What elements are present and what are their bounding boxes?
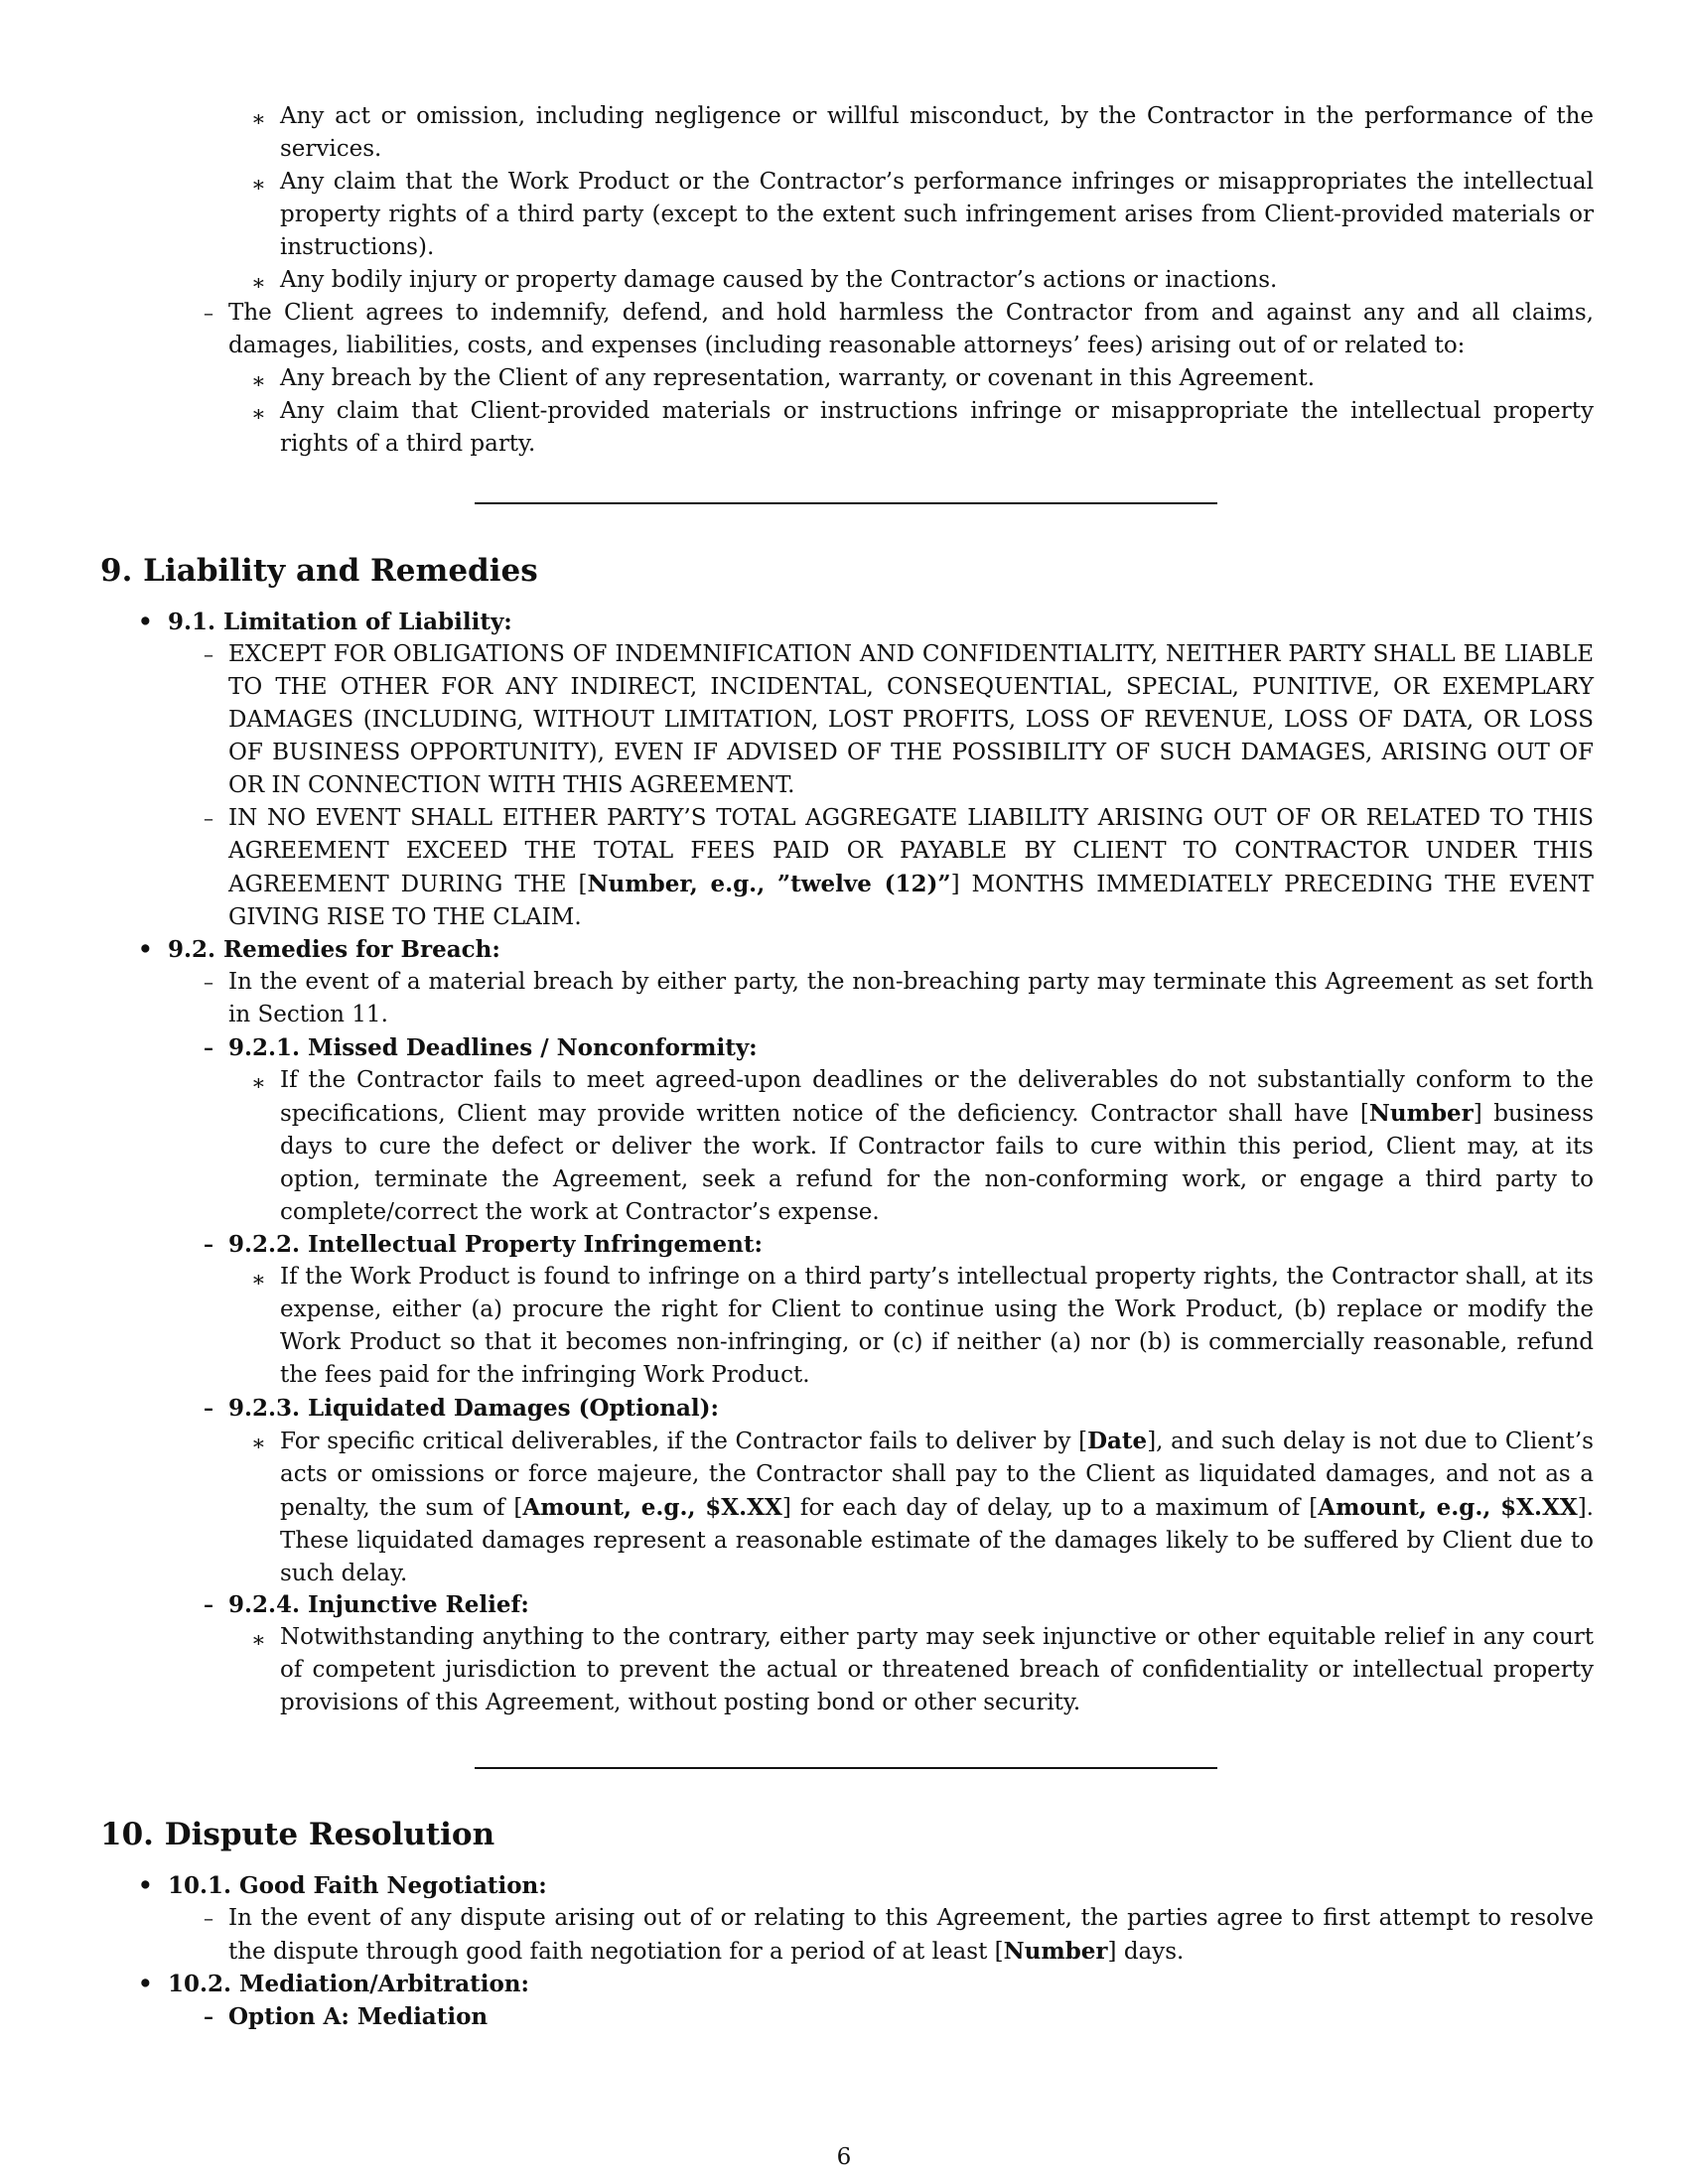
section-10-title: 10. Dispute Resolution bbox=[100, 1817, 495, 1852]
section-divider bbox=[475, 1767, 1217, 1769]
limitation-consequential-damages: – EXCEPT FOR OBLIGATIONS OF INDEMNIFICATION AND CONFIDENTIALITY, NEITHER PARTY SHALL BE LIABLE TO THE OTHER FOR ANY INDIRECT, INCIDENTAL, CONSEQUENTIAL, SPECIAL, PUNITIVE, OR EXEMPLARY DAMAGES (INCLUDING, WITHOUT LIMITATION, LOST PROFITS, LOSS OF REVENUE, LOSS OF DATA, OR LOSS OF BUSINESS OPPORTUNITY), EVEN IF ADVISED OF THE POSSIBILITY OF SUCH DAMAGES, ARISING OUT OF OR IN CONNECTION WITH THIS AGREEMENT. bbox=[204, 641, 1594, 798]
remedies-intro: – In the event of a material breach by either party, the non-breaching party may terminate this Agreement as set forth in Section 11. bbox=[204, 969, 1594, 1027]
page-number: 6 bbox=[836, 2144, 852, 2170]
liquidated-damages-text: ∗ For specific critical deliverables, if the Contractor fails to deliver by [Date], and such delay is not due to Client’s acts or omissions or force majeure, the Contractor shall pay to the Client as liquidated damages, and not as a penalty, the sum of [Amount, e.g., $X.XX] for each day of delay, up to a maximum of [Amount, e.g., $X.XX]. These liquidated damages represent a reasonable estimate of the damages likely to be suffered by Client due to such delay. bbox=[251, 1428, 1594, 1586]
section-9-title: 9. Liability and Remedies bbox=[100, 553, 538, 589]
client-indemnity-item-2: ∗ Any claim that Client-provided materials or instructions infringe or misappropriate the intellectual property rights of a third party. bbox=[251, 398, 1594, 457]
injunctive-relief-text: ∗ Notwithstanding anything to the contrary, either party may seek injunctive or other equitable relief in any court of competent jurisdiction to prevent the actual or threatened breach of confidentiality or intellectual property provisions of this Agreement, without posting bond or other security. bbox=[251, 1624, 1594, 1715]
subsection-10-2-heading: • 10.2. Mediation/Arbitration: bbox=[138, 1971, 530, 1997]
subsection-9-2-4-heading: – 9.2.4. Injunctive Relief: bbox=[204, 1591, 529, 1618]
option-a-mediation: – Option A: Mediation bbox=[204, 2003, 489, 2030]
contractor-indemnity-item-1: ∗ Any act or omission, including negligence or willful misconduct, by the Contractor in the performance of the services. bbox=[251, 103, 1594, 162]
subsection-9-2-3-heading: – 9.2.3. Liquidated Damages (Optional): bbox=[204, 1395, 720, 1422]
good-faith-negotiation-text: – In the event of any dispute arising out of or relating to this Agreement, the parties agree to first attempt to resolve the dispute through good faith negotiation for a period of at least [Number] days. bbox=[204, 1905, 1594, 1965]
contractor-indemnity-item-2: ∗ Any claim that the Work Product or the Contractor’s performance infringes or misappropriates the intellectual property rights of a third party (except to the extent such infringement arises from Client-provided materials or instructions). bbox=[251, 169, 1594, 260]
subsection-10-1-heading: • 10.1. Good Faith Negotiation: bbox=[138, 1872, 547, 1899]
subsection-9-2-heading: • 9.2. Remedies for Breach: bbox=[138, 936, 500, 963]
client-indemnity-item-1: ∗ Any breach by the Client of any representation, warranty, or covenant in this Agreement. bbox=[251, 365, 1316, 394]
ip-infringement-text: ∗ If the Work Product is found to infringe on a third party’s intellectual property rights, the Contractor shall, at its expense, either (a) procure the right for Client to continue using the Work Product, (b) replace or modify the Work Product so that it becomes non-infringing, or (c) if neither (a) nor (b) is commercially reasonable, refund the fees paid for the infringing Work Product. bbox=[251, 1264, 1594, 1388]
client-indemnity-clause: – The Client agrees to indemnify, defend, and hold harmless the Contractor from and against any and all claims, damages, liabilities, costs, and expenses (including reasonable attorneys’ fees) arising out of or related to: bbox=[204, 300, 1594, 358]
subsection-9-2-1-heading: – 9.2.1. Missed Deadlines / Nonconformity: bbox=[204, 1034, 758, 1061]
subsection-9-2-2-heading: – 9.2.2. Intellectual Property Infringement: bbox=[204, 1231, 763, 1258]
limitation-aggregate-liability: – IN NO EVENT SHALL EITHER PARTY’S TOTAL AGGREGATE LIABILITY ARISING OUT OF OR RELATED TO THIS AGREEMENT EXCEED THE TOTAL FEES PAID OR PAYABLE BY CLIENT TO CONTRACTOR UNDER THIS AGREEMENT DURING THE [Number, e.g., ”twelve (12)”] MONTHS IMMEDIATELY PRECEDING THE EVENT GIVING RISE TO THE CLAIM. bbox=[204, 805, 1594, 930]
missed-deadlines-text: ∗ If the Contractor fails to meet agreed-upon deadlines or the deliverables do not substantially conform to the specifications, Client may provide written notice of the deficiency. Contractor shall have [Number] business days to cure the defect or deliver the work. If Contractor fails to cure within this period, Client may, at its option, terminate the Agreement, seek a refund for the non-conforming work, or engage a third party to complete/correct the work at Contractor’s expense. bbox=[251, 1067, 1594, 1225]
subsection-9-1-heading: • 9.1. Limitation of Liability: bbox=[138, 609, 512, 635]
contractor-indemnity-item-3: ∗ Any bodily injury or property damage caused by the Contractor’s actions or inactions. bbox=[251, 267, 1278, 296]
section-divider bbox=[475, 502, 1217, 504]
